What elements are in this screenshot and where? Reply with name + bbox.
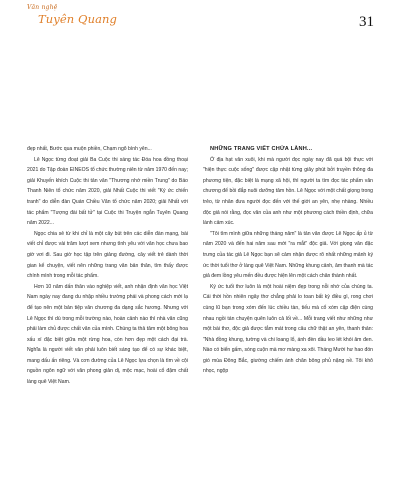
- page-number: 31: [359, 14, 374, 30]
- paragraph: Ký ức tuổi thơ luôn là một hoài niệm đẹp trong nỗi nhớ của chúng ta. Cái thời hồn nhiên ngây thơ chẳng phải lo toan bất kỳ điều gì, rong chơi cùng lũ bạn trong xóm đến lúc chiều tàn, tiếu mà cổ xóm cập điện cùng nhau ngồi tán chuyện quên luôn cả lối về... Mỗi trang viết như những như một bài thơ, độc giả được tắm mát trong câu chữ thật an yên, thanh thản: "Nhà đồng khung, tường và chi loang lổ, ánh đèn dầu leo lét khói âm đen. Nào có biển gấm, sóng cuộn mà mơ màng xa xôi. Tháng Mười hư hao đón gió mùa Đông Bắc, giường chiếm ánh chăn bông phủ nặng nề. Tôi khô nhọc, ngộp: [203, 283, 373, 375]
- magazine-logo: [27, 4, 118, 28]
- paragraph: Ở địa hạt văn xuôi, khi mà người đọc ngày nay đã quá bội thực với "hiện thực cuộc sống" được cập nhật từng giây phút bởi truyền thông đa phương tiện, đặc biệt là mạng xã hội, thì người ta tìm đọc tác phẩm văn chương để bồi đắp nuôi dưỡng tâm hồn. Lê Ngọc với một chất giọng trong trẻo, từ nhân đưa người đọc đến với thế giới an yên, nhẹ nhàng. Nhiều độc giả nói rằng, đọc văn của anh như một phương cách thiền định, chữa lành cảm xúc.: [203, 156, 373, 227]
- paragraph: đẹp nhất, Bước qua muộn phiền, Chạm ngõ bình yên...: [27, 146, 152, 152]
- paragraph: Lê Ngọc từng đoạt giải Ba Cuộc thi sáng tác Ðóa hoa đồng thoại 2021 do Tập đoàn EINEOS tổ chức thường niên từ năm 1970 đến nay; giải Khuyến khích Cuộc thi tản văn "Thương nhớ miền Trung" do Báo Thanh Niên tổ chức năm 2020, giải Nhất Cuộc thi viết "Ký ức chiến tranh" do diễn đàn Quán Chiều Văn tổ chức năm 2020; giải Nhất với tác phẩm "Tượng đài bất tử" tại Cuộc thi Truyện ngắn Tuyên Quang năm 2022...: [27, 156, 188, 227]
- paragraph: Hơn 10 năm dấn thân vào nghiệp viết, anh nhận định văn học Việt Nam ngày nay đang du nhập nhiều trường phái và phong cách mới lạ để tạo nên một bản tiệp văn chương đa dạng sắc hương. Nhưng với Lê Ngọc thì dù trong mỗi trường nào, hoàn cảnh nào thì nhà văn cũng phải làm chủ được chất văn của mình. Chúng ta thả tâm một bông hoa xấu xí đặc biệt giữa một rừng hoa, còn hơn đẹp một cách đại trà. Nghĩa là người viết văn phải luôn biết sáng tạo để có sự khác biệt, mang dấu ấn riêng. Và cơn đường của Lê Ngọc lựa chọn là tìm về cội nguồn ngôn ngữ với văn phong giản dị, mộc mạc, hoài cổ đậm chất làng quê Việt Nam.: [27, 283, 188, 386]
- left-column: [27, 144, 188, 388]
- page-header: [0, 0, 402, 40]
- section-heading: NHỮNG TRANG VIẾT CHỨA LÀNH...: [210, 146, 313, 152]
- logo-small-text: Văn nghệ: [27, 4, 58, 11]
- paragraph: Ngọc chia sẻ từ khi chỉ là một cây bút trên các diễn đàn mạng, bài viết chỉ được vài trăm lượt xem nhưng tình yêu với văn học chưa bao giờ vơi đi. Sau giờ học tập trên giảng đường, cây viết trẻ dành thời gian kể chuyện, viết nên những trang văn bản thân, tìm thấy được chính mình trong mỗi tác phẩm.: [27, 230, 188, 280]
- right-column: [203, 144, 373, 377]
- paragraph: "Tôi tìm mình giữa những tháng năm" là tản văn được Lê Ngọc ấp ủ từ năm 2020 và đến hai năm sau mới "ra mắt" độc giả. Với giọng văn đặc trưng của tác giả Lê Ngọc bạn sẽ cảm nhận được rõ nhất những mảnh ký ức thời tuổi thơ ở làng quê Việt Nam. Những khung cảnh, âm thanh mà tác giả đem lồng yêu mến đều được hiện lên một cách chân thành nhất.: [203, 230, 373, 280]
- logo-main-text: Tuyên Quang: [38, 12, 118, 26]
